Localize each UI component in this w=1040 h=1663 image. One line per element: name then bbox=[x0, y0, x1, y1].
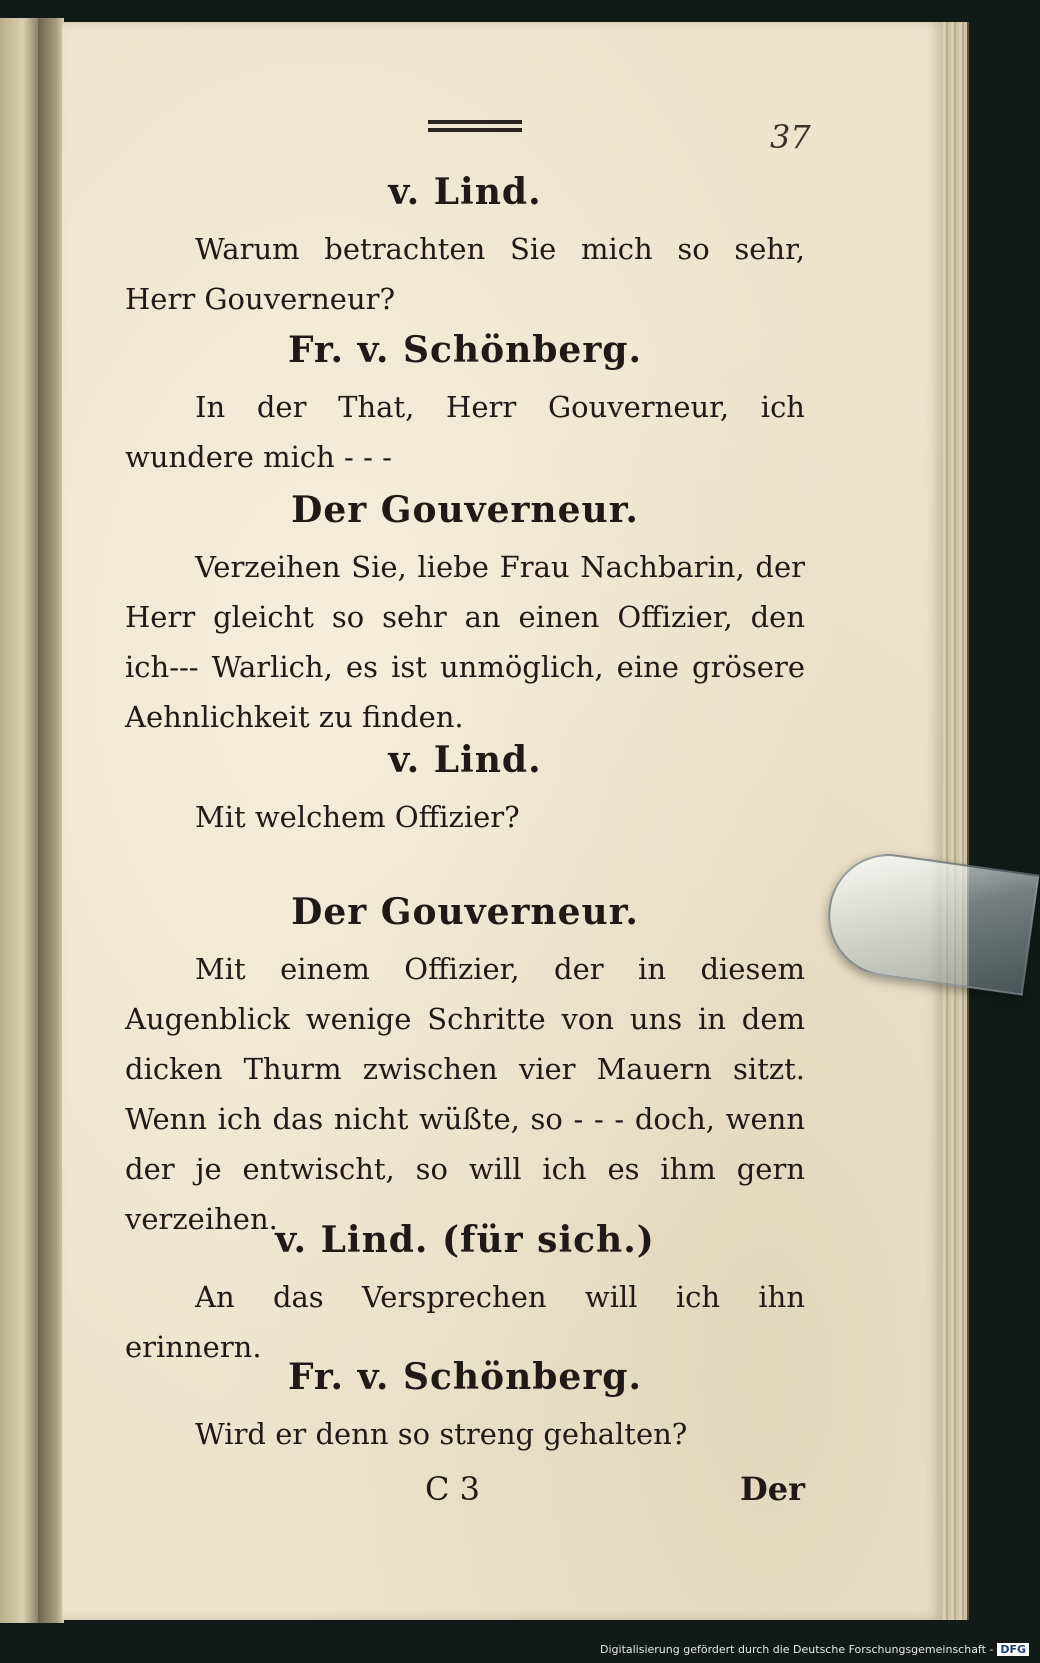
page-number: 37 bbox=[770, 118, 811, 156]
credit-text: Digitalisierung gefördert durch die Deutsche Forschungsgemeinschaft - bbox=[600, 1643, 994, 1656]
facing-page-edge bbox=[0, 18, 38, 1623]
dialogue-block-7 bbox=[125, 1355, 805, 1459]
speech-text-content: Wird er denn so streng gehalten? bbox=[195, 1417, 688, 1451]
dialogue-block-1 bbox=[125, 170, 805, 324]
speech-text-content: Warum betrachten Sie mich so sehr, Herr Gouverneur? bbox=[125, 232, 805, 316]
speech-text-content: Verzeihen Sie, liebe Frau Nachbarin, der Herr gleicht so sehr an einen Offizier, den ich--- Warlich, es ist unmöglich, eine grösere Aehnlichkeit zu finden. bbox=[125, 550, 805, 734]
speech-text-content: Mit einem Offizier, der in diesem Augenblick wenige Schritte von uns in dem dicken Thurm zwischen vier Mauern sitzt. Wenn ich das nicht wüßte, so - - - doch, wenn der je entwischt, so will ich es ihm gern verzeihen. bbox=[125, 952, 805, 1236]
dialogue-block-6 bbox=[125, 1218, 805, 1372]
book-gutter bbox=[38, 18, 64, 1623]
speech-text-content: In der That, Herr Gouverneur, ich wundere mich - - - bbox=[125, 390, 805, 474]
speaker-name: Fr. v. Schönberg. bbox=[287, 329, 643, 371]
speech-text bbox=[125, 944, 805, 1244]
page-footer bbox=[125, 1470, 805, 1520]
speech-text bbox=[125, 224, 805, 324]
header-rule bbox=[428, 120, 522, 136]
dialogue-block-3 bbox=[125, 488, 805, 742]
signature-mark: C 3 bbox=[425, 1470, 481, 1508]
speaker-name: Fr. v. Schönberg. bbox=[287, 1356, 643, 1398]
dialogue-block-4 bbox=[125, 738, 805, 842]
speech-text-content: Mit welchem Offizier? bbox=[195, 800, 520, 834]
speech-text-content: An das Versprechen will ich ihn erinnern. bbox=[125, 1280, 805, 1364]
header-rule-line-top bbox=[428, 120, 522, 124]
dialogue-block-5 bbox=[125, 890, 805, 1244]
speech-text bbox=[125, 542, 805, 742]
speech-text bbox=[125, 1409, 805, 1459]
speaker-name: v. Lind. (für sich.) bbox=[275, 1219, 655, 1261]
speaker-name: Der Gouverneur. bbox=[291, 891, 639, 933]
speaker-name: v. Lind. bbox=[388, 739, 542, 781]
speech-text bbox=[125, 382, 805, 482]
header-rule-line-bottom bbox=[428, 128, 522, 132]
speaker-name: Der Gouverneur. bbox=[291, 489, 639, 531]
dialogue-block-2 bbox=[125, 328, 805, 482]
digitization-credit bbox=[600, 1643, 1029, 1656]
dfg-logo: DFG bbox=[997, 1643, 1029, 1656]
speaker-name: v. Lind. bbox=[388, 171, 542, 213]
speech-text bbox=[125, 792, 805, 842]
catchword: Der bbox=[740, 1470, 805, 1508]
